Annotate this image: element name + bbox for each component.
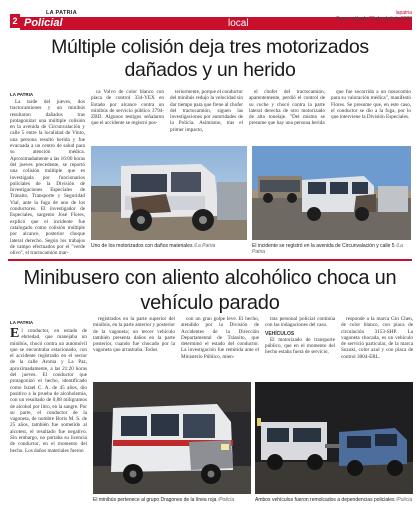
story2-column-3: con un gran golpe leve. El hecho, atendido por la División de Accidentes de la Dirección Departamental de Tránsito, que determinó el estado del conductor. La investigación fue remitida ante el Ministerio Público, mien- xyxy=(181,316,259,360)
issue-date: Oruro, sábado 29 de abril de 2023 xyxy=(335,16,412,22)
story-divider xyxy=(8,259,412,261)
story1-caption-1: Uno de los motorizados con daños materiales /La Patria xyxy=(91,243,216,249)
story2-photo-minibus xyxy=(93,382,251,494)
page-number: 2 xyxy=(10,14,20,28)
story1-column-4: el chofer del tractocamión, aparentemente, perdió el control de su coche y chocó contra la parte lateral derecha de otro motorizado de alto tonelaje. "Del mismo se presume que hay una persona herida xyxy=(249,89,325,127)
tow-photo-image xyxy=(255,382,413,494)
story2-subhead: VEHÍCULOS xyxy=(265,330,295,337)
story2-column-4: tras personal policial continúa con las indagaciones del caso. VEHÍCULOS El motorizado de transporte público, que en el momento del hecho estaba fuera de servicio, xyxy=(265,316,335,356)
story2-caption-2: Ambos vehículos fueron remolcados a dependencias policiales /Policía xyxy=(255,497,413,503)
page-header xyxy=(10,10,412,32)
story1-photo-truck xyxy=(91,146,247,240)
section-name: Policial xyxy=(20,17,78,30)
story1-column-1: La tarde del jueves, dos tractocamiones y un minibús resultaron dañados tras protagonizar una múltiple colisión en la avenida de Circunvalación y calle 5 entre la localidad de Vinto, una persona resultó herida y fue evacuada a un centro de salud para su atención médica. Aproximadamente a las 16:00 horas del jueves precedente, se reportó una colisión múltiple que es investigada por funcionarios policiales de la División de Investigaciones Especiales de Tránsito, Transporte y Seguridad Vial, ante la fuga de uno de los conductores. El investigador de Especiales, sargento José Flores, explicó que el incidente fue catalogado como colisión múltiple por alcance, posterior choque lateral derecho. Según los trabajos de campo efectuados por el "verde olivo", el tractocamión mar- xyxy=(10,99,85,257)
truck-photo-image xyxy=(91,146,247,240)
story1-photo-road xyxy=(252,146,411,240)
brand-name: lapatria xyxy=(395,10,412,16)
story2-byline: LA PATRIA xyxy=(10,320,34,325)
section-logo xyxy=(20,10,78,32)
story2-column-2: registrados en la parte superior del minibús, en la parte anterior y posterior de la vagoneta; un tercer vehículo también presenta daños en la parte posterior, cuando fue chocado por la vagoneta que arrastraba. Todos xyxy=(93,316,175,354)
story2-column-1: El conductor, en estado de ebriedad, que manejaba un minibús, chocó contra un automóvil que se encontraba estacionado, con el accidente registrado en el sector de la calle Aroma y La Paz, aproximadamente, a las 21:20 horas del jueves. El conductor que protagonizó el hecho, identificado como Israel C. A. de 45 años, dio positivo a la prueba de alcoholemia, con un resultado de 0,88 miligramos de alcohol por litro, en la sangre. Por su parte, el conductor de la vagoneta, de nombre Boris M. S. de 25 años, también fue sometido al alcotest, el resultado fue negativo. Sin embargo, no portaba su licencia de conductor, en el momento del hecho. Los daños materiales fueron xyxy=(10,328,87,454)
story2-headline: Minibusero con aliento alcohólico choca un vehículo parado xyxy=(23,267,397,314)
story2-column-5: responde a la marca Gin Chen, de color blanco, con placa de circulación 3153-SHP. La vagoneta chocada, es un vehículo de servicio particular, de la marca Suzuki, color azul y con placa de control 3004-ERL. xyxy=(341,316,413,360)
story2-caption-1: El minibús pertenece al grupo Dragones de la línea roja /Policía xyxy=(93,497,235,503)
story1-caption-2: El incidente se registró en la avenida de Circunvalación y calle 5 /La Patria xyxy=(252,243,403,255)
section-tab: local xyxy=(228,18,249,29)
story1-column-5: que fue socorrida a un nosocomio para su valoración médica", manifestó Flores. Se presume que, en este caso, el conductor se dio a la fuga, por lo que interviene la División Especiales. xyxy=(331,89,411,121)
story1-column-3: teriormente, porque el conductor del minibús redujo la velocidad sin dar tiempo para que frene al chofer del tractocamión, siguen las investigaciones por autoridades de la Policía. Asimismo, tras el primer impacto, xyxy=(170,89,243,133)
story2-photo-tow xyxy=(255,382,413,494)
story1-byline: LA PATRIA xyxy=(10,92,34,97)
story1-column-2: ca Volvo de color blanco con placa de control 334-YEX en Estado por alcance contra un minibús de servicio público 3794-ZBD. Algunos testigos señalaron que el accidente se registró pos- xyxy=(91,89,164,127)
story1-headline: Múltiple colisión deja tres motorizados dañados y un herido xyxy=(51,36,369,81)
road-photo-image xyxy=(252,146,411,240)
minibus-photo-image xyxy=(93,382,251,494)
date-block xyxy=(336,10,412,22)
publication-name: LA PATRIA xyxy=(46,10,78,16)
story2-dropcap: E xyxy=(10,328,20,341)
